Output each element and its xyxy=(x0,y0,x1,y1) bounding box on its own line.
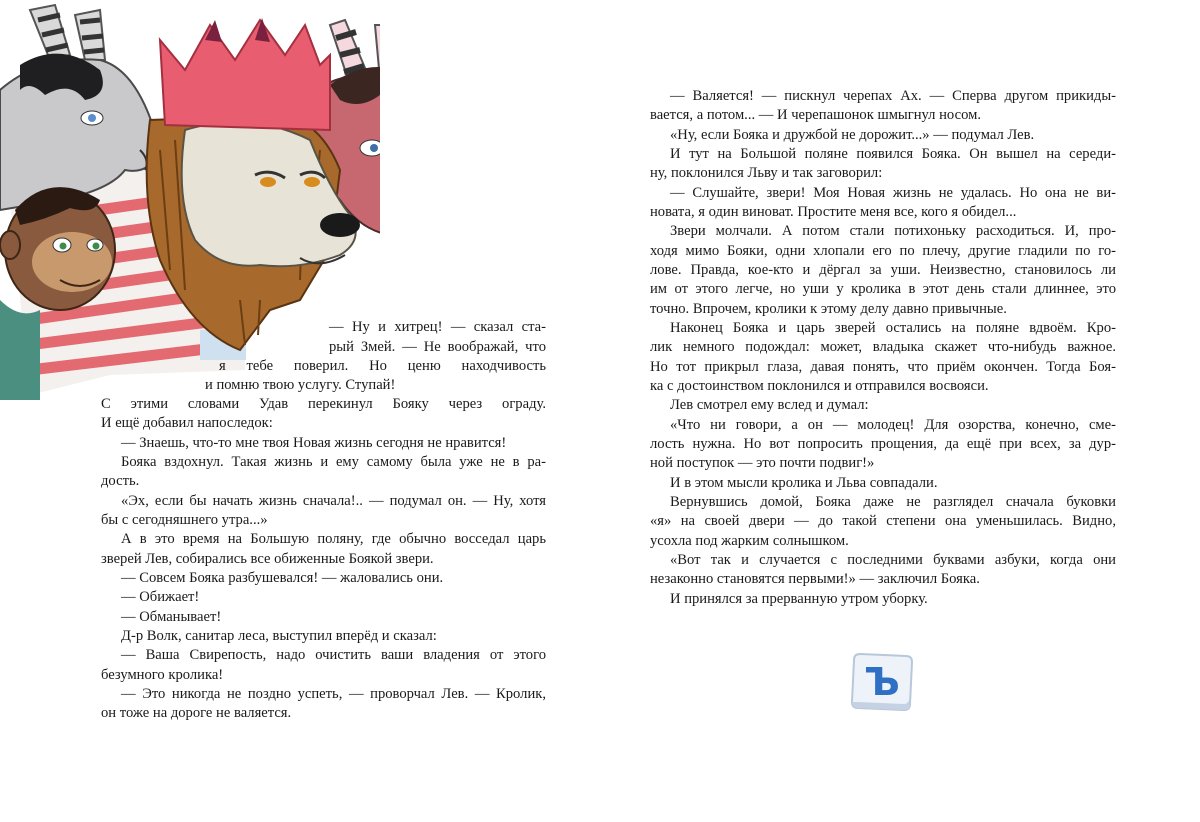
text-line: — Обижает! xyxy=(121,589,200,605)
text-line: И принялся за прерванную утром уборку. xyxy=(670,591,928,607)
text-line: Д-р Волк, санитар леса, выступил вперёд и сказал: xyxy=(121,628,437,644)
text-line: он тоже на дороге не валяется. xyxy=(101,705,292,721)
text-line: дость. xyxy=(101,473,140,489)
text-line: С этими словами Удав перекинул Бояку через ограду. xyxy=(101,396,546,412)
text-line: лик немного подождал: может, владыка скажет что-нибудь важное. xyxy=(650,339,1116,355)
text-line: новата, я один виноват. Простите меня все, кого я обидел... xyxy=(650,204,1017,220)
text-line: Вернувшись домой, Бояка даже не разглядел сначала буковки xyxy=(670,494,1116,510)
text-line: А в это время на Большую поляну, где обычно восседал царь xyxy=(121,531,546,547)
letter-tile-icon xyxy=(848,650,916,714)
text-line: — Ваша Свирепость, надо очистить ваши владения от этого xyxy=(121,647,546,663)
text-line: Лев смотрел ему вслед и думал: xyxy=(670,397,869,413)
text-line: — Это никогда не поздно успеть, — проворчал Лев. — Кролик, xyxy=(121,686,546,702)
letter-glyph: Ъ xyxy=(864,660,900,704)
text-line: вается, а потом... — И черепашонок шмыгнул носом. xyxy=(650,107,981,123)
text-line: — Совсем Бояка разбушевался! — жаловались они. xyxy=(121,570,444,586)
text-line: ходя мимо Бояки, одни хлопали его по плечу, другие гладили по го- xyxy=(650,243,1116,259)
text-line: точно. Впрочем, кролики к этому делу давно привычные. xyxy=(650,301,1007,317)
text-line: И ещё добавил напоследок: xyxy=(101,415,273,431)
text-line: И тут на Большой поляне появился Бояка. Он вышел на середи- xyxy=(670,146,1116,162)
text-line: лове. Правда, кое-кто и дёргал за уши. Неизвестно, становилось ли xyxy=(650,262,1116,278)
text-line: «Вот так и случается с последними буквами азбуки, когда они xyxy=(670,552,1116,568)
text-line: «Эх, если бы начать жизнь сначала!.. — подумал он. — Ну, хотя xyxy=(121,493,546,509)
text-line: безумного кролика! xyxy=(101,667,224,683)
text-line: Бояка вздохнул. Такая жизнь и ему самому была уже не в ра- xyxy=(121,454,546,470)
text-line: Но тот прикрыл глаза, давая понять, что приём окончен. Тогда Боя- xyxy=(650,359,1116,375)
text-line: бы с сегодняшнего утра...» xyxy=(101,512,268,528)
text-line: им от этого легче, но уши у кролика в этот день стали длиннее, это xyxy=(650,281,1116,297)
text-line: я тебе поверил. Но ценю находчивость xyxy=(219,358,546,374)
text-line: незаконно становятся первыми!» — заключил Бояка. xyxy=(650,571,980,587)
story-illustration xyxy=(0,0,380,400)
text-line: И в этом мысли кролика и Льва совпадали. xyxy=(670,475,938,491)
text-line: Наконец Бояка и царь зверей остались на поляне вдвоём. Кро- xyxy=(670,320,1116,336)
text-line: — Слушайте, звери! Моя Новая жизнь не удалась. Но она не ви- xyxy=(670,185,1116,201)
text-line: — Знаешь, что-то мне твоя Новая жизнь сегодня не нравится! xyxy=(121,435,507,451)
text-line: усохла под жарким солнышком. xyxy=(650,533,849,549)
text-line: «Что ни говори, а он — молодец! Для озорства, конечно, сме- xyxy=(670,417,1116,433)
text-line: «Ну, если Бояка и дружбой не дорожит...» — подумал Лев. xyxy=(670,127,1035,143)
text-line: рый Змей. — Не воображай, что xyxy=(329,339,546,355)
text-line: Звери молчали. А потом стали потихоньку расходиться. И, про- xyxy=(670,223,1116,239)
text-line: «я» на своей двери — до такой степени она уменьшилась. Видно, xyxy=(650,513,1116,529)
text-line: ной поступок — это почти подвиг!» xyxy=(650,455,875,471)
text-line: ну, поклонился Льву и так заговорил: xyxy=(650,165,883,181)
text-line: зверей Лев, собирались все обиженные Боякой звери. xyxy=(101,551,434,567)
text-line: ка с достоинством поклонился и отправился восвояси. xyxy=(650,378,989,394)
text-line: — Ну и хитрец! — сказал ста- xyxy=(329,319,546,335)
text-line: лость нужна. Но вот попросить прощения, да ещё при всех, за дур- xyxy=(650,436,1116,452)
text-line: — Обманывает! xyxy=(121,609,222,625)
text-line: — Валяется! — пискнул черепах Ах. — Сперва другом прикиды- xyxy=(670,88,1116,104)
text-line: и помню твою услугу. Ступай! xyxy=(205,377,396,393)
